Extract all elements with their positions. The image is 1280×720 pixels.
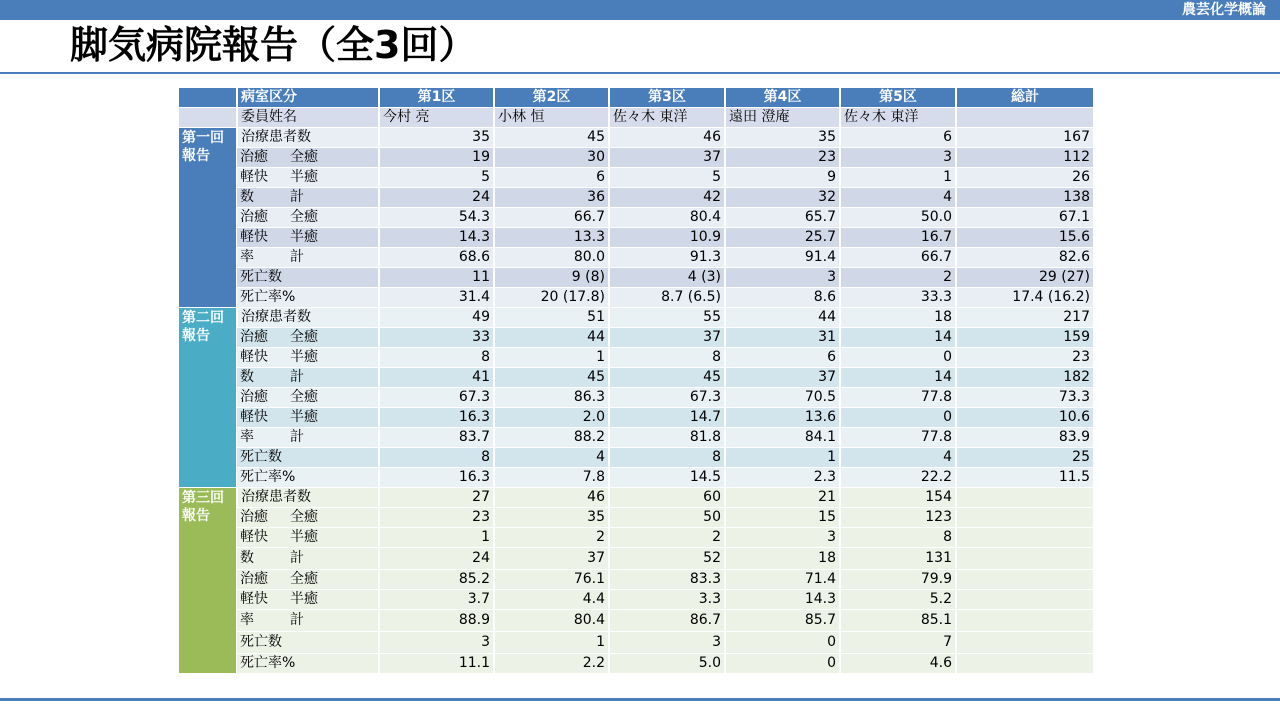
row-label-main: 軽快 — [240, 229, 268, 245]
value-cell: 67.3 — [609, 388, 725, 408]
row-label — [237, 590, 379, 610]
table-row — [179, 468, 1093, 488]
table-row — [179, 128, 1093, 148]
row-label — [237, 528, 379, 548]
bottom-rule — [0, 698, 1280, 701]
value-cell: 1 — [725, 448, 840, 468]
value-cell: 27 — [379, 488, 494, 508]
value-cell: 33.3 — [840, 288, 956, 308]
row-label-sub: 計 — [290, 249, 304, 265]
table-row — [179, 654, 1093, 674]
page-title: 脚気病院報告（全3回） — [70, 23, 477, 67]
row-label — [237, 570, 379, 590]
value-cell: 9 — [725, 168, 840, 188]
row-label-sub: 計 — [290, 369, 304, 385]
row-label-sub: 全癒 — [290, 209, 318, 225]
value-cell: 88.9 — [379, 610, 494, 632]
value-cell: 4 — [494, 448, 609, 468]
value-cell — [956, 590, 1093, 610]
table-row — [179, 308, 1093, 328]
value-cell: 82.6 — [956, 248, 1093, 268]
table-row — [179, 168, 1093, 188]
value-cell: 76.1 — [494, 570, 609, 590]
value-cell: 66.7 — [840, 248, 956, 268]
value-cell: 0 — [840, 408, 956, 428]
committee-member: 小林 恒 — [494, 108, 609, 128]
value-cell: 26 — [956, 168, 1093, 188]
value-cell: 112 — [956, 148, 1093, 168]
row-label — [237, 268, 379, 288]
value-cell: 14.3 — [379, 228, 494, 248]
row-label-sub: 半癒 — [290, 229, 318, 245]
value-cell: 4.4 — [494, 590, 609, 610]
value-cell: 16.3 — [379, 408, 494, 428]
value-cell: 24 — [379, 188, 494, 208]
row-label — [237, 168, 379, 188]
value-cell: 83.7 — [379, 428, 494, 448]
value-cell: 0 — [840, 348, 956, 368]
value-cell: 29 (27) — [956, 268, 1093, 288]
row-label-sub: 計 — [290, 429, 304, 445]
table-row — [179, 248, 1093, 268]
value-cell: 11 — [379, 268, 494, 288]
row-label — [237, 328, 379, 348]
table-row — [179, 610, 1093, 632]
row-label — [237, 428, 379, 448]
row-label-main: 数 — [240, 550, 254, 566]
row-label-main: 数 — [240, 369, 254, 385]
beriberi-report-table — [179, 88, 1093, 674]
value-cell: 44 — [725, 308, 840, 328]
row-label — [237, 408, 379, 428]
value-cell: 51 — [494, 308, 609, 328]
value-cell: 159 — [956, 328, 1093, 348]
value-cell: 60 — [609, 488, 725, 508]
value-cell — [956, 488, 1093, 508]
value-cell: 16.7 — [840, 228, 956, 248]
value-cell: 1 — [840, 168, 956, 188]
value-cell: 5.0 — [609, 654, 725, 674]
value-cell: 10.9 — [609, 228, 725, 248]
value-cell: 66.7 — [494, 208, 609, 228]
value-cell: 14 — [840, 328, 956, 348]
table-row — [179, 570, 1093, 590]
value-cell: 44 — [494, 328, 609, 348]
row-label-sub: 半癒 — [290, 529, 318, 545]
value-cell: 20 (17.8) — [494, 288, 609, 308]
value-cell: 11.5 — [956, 468, 1093, 488]
value-cell: 13.6 — [725, 408, 840, 428]
value-cell: 2.0 — [494, 408, 609, 428]
section-label — [179, 488, 237, 674]
row-label-sub: 全癒 — [290, 149, 318, 165]
corner-cell — [179, 88, 237, 108]
row-label-sub: 全癒 — [290, 571, 318, 587]
value-cell: 91.3 — [609, 248, 725, 268]
row-label-main: 死亡数 — [240, 449, 282, 465]
row-label — [237, 348, 379, 368]
value-cell: 35 — [725, 128, 840, 148]
value-cell: 80.4 — [494, 610, 609, 632]
value-cell: 11.1 — [379, 654, 494, 674]
row-label-main: 治癒 — [240, 149, 268, 165]
committee-label: 委員姓名 — [237, 108, 379, 128]
committee-member: 今村 亮 — [379, 108, 494, 128]
row-label — [237, 632, 379, 654]
value-cell: 80.4 — [609, 208, 725, 228]
value-cell: 25.7 — [725, 228, 840, 248]
row-label — [237, 208, 379, 228]
value-cell: 23 — [956, 348, 1093, 368]
column-header: 第3区 — [609, 88, 725, 108]
value-cell: 3 — [379, 632, 494, 654]
committee-row — [179, 108, 1093, 128]
value-cell: 45 — [494, 368, 609, 388]
value-cell: 167 — [956, 128, 1093, 148]
row-label-main: 軽快 — [240, 529, 268, 545]
value-cell: 85.7 — [725, 610, 840, 632]
value-cell: 83.3 — [609, 570, 725, 590]
value-cell: 123 — [840, 508, 956, 528]
value-cell: 80.0 — [494, 248, 609, 268]
value-cell: 15 — [725, 508, 840, 528]
value-cell: 5.2 — [840, 590, 956, 610]
value-cell — [956, 508, 1093, 528]
table-row — [179, 288, 1093, 308]
value-cell: 41 — [379, 368, 494, 388]
table-row — [179, 388, 1093, 408]
row-label-sub: 全癒 — [290, 509, 318, 525]
value-cell: 138 — [956, 188, 1093, 208]
row-label-main: 治癒 — [240, 209, 268, 225]
committee-corner — [179, 108, 237, 128]
row-label — [237, 228, 379, 248]
row-label-main: 死亡数 — [240, 634, 282, 650]
committee-member: 遠田 澄庵 — [725, 108, 840, 128]
row-label-main: 治療患者数 — [241, 309, 311, 325]
value-cell: 7.8 — [494, 468, 609, 488]
row-label — [237, 148, 379, 168]
row-label-sub: 計 — [290, 189, 304, 205]
row-label-main: 治療患者数 — [241, 489, 311, 505]
column-header: 総計 — [956, 88, 1093, 108]
row-label — [237, 308, 379, 328]
table-row — [179, 348, 1093, 368]
row-label-main: 死亡率% — [240, 655, 296, 671]
value-cell: 37 — [725, 368, 840, 388]
table-row — [179, 328, 1093, 348]
value-cell: 8 — [609, 348, 725, 368]
value-cell: 2 — [494, 528, 609, 548]
column-header: 第2区 — [494, 88, 609, 108]
table-row — [179, 488, 1093, 508]
row-label-main: 死亡率% — [240, 289, 296, 305]
row-label — [237, 388, 379, 408]
value-cell: 2.3 — [725, 468, 840, 488]
value-cell: 17.4 (16.2) — [956, 288, 1093, 308]
value-cell: 79.9 — [840, 570, 956, 590]
row-label-main: 治癒 — [240, 571, 268, 587]
table-body — [179, 88, 1093, 674]
table-row — [179, 408, 1093, 428]
value-cell: 1 — [494, 632, 609, 654]
value-cell: 42 — [609, 188, 725, 208]
value-cell: 14.5 — [609, 468, 725, 488]
value-cell: 31.4 — [379, 288, 494, 308]
value-cell: 6 — [840, 128, 956, 148]
row-label-sub: 半癒 — [290, 349, 318, 365]
value-cell: 18 — [725, 548, 840, 570]
value-cell: 65.7 — [725, 208, 840, 228]
value-cell: 3 — [840, 148, 956, 168]
value-cell: 10.6 — [956, 408, 1093, 428]
row-label-main: 治癒 — [240, 389, 268, 405]
section-label-line: 第三回 — [182, 490, 224, 506]
value-cell: 1 — [379, 528, 494, 548]
row-label — [237, 188, 379, 208]
value-cell: 83.9 — [956, 428, 1093, 448]
value-cell: 46 — [609, 128, 725, 148]
value-cell: 8 — [840, 528, 956, 548]
row-label-main: 死亡数 — [240, 269, 282, 285]
value-cell: 23 — [725, 148, 840, 168]
table-row — [179, 548, 1093, 570]
value-cell: 70.5 — [725, 388, 840, 408]
value-cell — [956, 528, 1093, 548]
row-label-main: 治療患者数 — [241, 129, 311, 145]
value-cell: 54.3 — [379, 208, 494, 228]
course-name: 農芸化学概論 — [1182, 2, 1266, 18]
value-cell: 46 — [494, 488, 609, 508]
row-label-main: 率 — [240, 429, 254, 445]
column-header: 第4区 — [725, 88, 840, 108]
value-cell: 86.7 — [609, 610, 725, 632]
row-label-main: 軽快 — [240, 169, 268, 185]
row-label-main: 率 — [240, 612, 254, 628]
value-cell: 32 — [725, 188, 840, 208]
value-cell: 1 — [494, 348, 609, 368]
value-cell — [956, 654, 1093, 674]
value-cell: 77.8 — [840, 428, 956, 448]
value-cell: 2 — [609, 528, 725, 548]
value-cell: 67.3 — [379, 388, 494, 408]
row-label-sub: 計 — [290, 612, 304, 628]
value-cell: 36 — [494, 188, 609, 208]
value-cell: 55 — [609, 308, 725, 328]
column-header: 第1区 — [379, 88, 494, 108]
value-cell: 22.2 — [840, 468, 956, 488]
value-cell: 52 — [609, 548, 725, 570]
row-label — [237, 610, 379, 632]
section-label-line: 報告 — [182, 328, 210, 344]
value-cell: 217 — [956, 308, 1093, 328]
value-cell: 8 — [609, 448, 725, 468]
value-cell: 35 — [379, 128, 494, 148]
value-cell: 91.4 — [725, 248, 840, 268]
value-cell: 24 — [379, 548, 494, 570]
section-label-line: 第一回 — [182, 130, 224, 146]
header-room-division: 病室区分 — [237, 88, 379, 108]
table-row — [179, 368, 1093, 388]
title-underline — [0, 72, 1280, 74]
committee-member: 佐々木 東洋 — [609, 108, 725, 128]
section-label-line: 報告 — [182, 148, 210, 164]
value-cell: 0 — [725, 654, 840, 674]
value-cell: 37 — [609, 148, 725, 168]
value-cell: 0 — [725, 632, 840, 654]
value-cell: 50 — [609, 508, 725, 528]
row-label-main: 軽快 — [240, 349, 268, 365]
row-label-main: 治癒 — [240, 509, 268, 525]
value-cell: 14.3 — [725, 590, 840, 610]
value-cell: 8.6 — [725, 288, 840, 308]
value-cell: 7 — [840, 632, 956, 654]
row-label — [237, 128, 379, 148]
value-cell: 85.1 — [840, 610, 956, 632]
section-label-line: 報告 — [182, 508, 210, 524]
table-row — [179, 428, 1093, 448]
value-cell: 2.2 — [494, 654, 609, 674]
value-cell: 5 — [609, 168, 725, 188]
column-header-row — [179, 88, 1093, 108]
value-cell: 19 — [379, 148, 494, 168]
value-cell: 49 — [379, 308, 494, 328]
row-label-sub: 半癒 — [290, 591, 318, 607]
row-label — [237, 288, 379, 308]
value-cell: 50.0 — [840, 208, 956, 228]
row-label — [237, 248, 379, 268]
value-cell: 14 — [840, 368, 956, 388]
value-cell: 45 — [494, 128, 609, 148]
value-cell: 23 — [379, 508, 494, 528]
row-label — [237, 368, 379, 388]
value-cell: 2 — [840, 268, 956, 288]
value-cell: 31 — [725, 328, 840, 348]
row-label — [237, 468, 379, 488]
row-label-main: 軽快 — [240, 409, 268, 425]
value-cell: 4.6 — [840, 654, 956, 674]
row-label-sub: 半癒 — [290, 169, 318, 185]
table-row — [179, 148, 1093, 168]
row-label-main: 治癒 — [240, 329, 268, 345]
value-cell: 182 — [956, 368, 1093, 388]
value-cell: 84.1 — [725, 428, 840, 448]
value-cell: 85.2 — [379, 570, 494, 590]
section-label — [179, 308, 237, 488]
value-cell: 8.7 (6.5) — [609, 288, 725, 308]
value-cell: 14.7 — [609, 408, 725, 428]
value-cell: 73.3 — [956, 388, 1093, 408]
value-cell: 8 — [379, 448, 494, 468]
row-label — [237, 488, 379, 508]
table-row — [179, 632, 1093, 654]
value-cell: 15.6 — [956, 228, 1093, 248]
row-label — [237, 654, 379, 674]
value-cell: 30 — [494, 148, 609, 168]
row-label-main: 死亡率% — [240, 469, 296, 485]
value-cell: 5 — [379, 168, 494, 188]
value-cell: 131 — [840, 548, 956, 570]
row-label-main: 率 — [240, 249, 254, 265]
value-cell: 16.3 — [379, 468, 494, 488]
value-cell: 6 — [725, 348, 840, 368]
table-row — [179, 208, 1093, 228]
value-cell: 3 — [725, 268, 840, 288]
row-label-sub: 全癒 — [290, 389, 318, 405]
row-label-main: 軽快 — [240, 591, 268, 607]
value-cell: 3 — [725, 528, 840, 548]
committee-member — [956, 108, 1093, 128]
value-cell — [956, 610, 1093, 632]
section-label — [179, 128, 237, 308]
value-cell: 4 (3) — [609, 268, 725, 288]
section-label-line: 第二回 — [182, 310, 224, 326]
top-bar — [0, 0, 1280, 20]
value-cell — [956, 632, 1093, 654]
committee-member: 佐々木 東洋 — [840, 108, 956, 128]
value-cell: 77.8 — [840, 388, 956, 408]
value-cell: 86.3 — [494, 388, 609, 408]
value-cell: 3.3 — [609, 590, 725, 610]
value-cell: 3 — [609, 632, 725, 654]
table-row — [179, 448, 1093, 468]
value-cell: 9 (8) — [494, 268, 609, 288]
table-row — [179, 268, 1093, 288]
value-cell: 18 — [840, 308, 956, 328]
row-label — [237, 548, 379, 570]
row-label-sub: 計 — [290, 550, 304, 566]
row-label-main: 数 — [240, 189, 254, 205]
value-cell: 37 — [494, 548, 609, 570]
value-cell: 67.1 — [956, 208, 1093, 228]
row-label-sub: 半癒 — [290, 409, 318, 425]
row-label-sub: 全癒 — [290, 329, 318, 345]
value-cell: 88.2 — [494, 428, 609, 448]
value-cell: 21 — [725, 488, 840, 508]
value-cell: 45 — [609, 368, 725, 388]
value-cell: 71.4 — [725, 570, 840, 590]
table-row — [179, 228, 1093, 248]
value-cell: 4 — [840, 448, 956, 468]
value-cell: 13.3 — [494, 228, 609, 248]
value-cell: 68.6 — [379, 248, 494, 268]
value-cell: 25 — [956, 448, 1093, 468]
row-label — [237, 508, 379, 528]
value-cell: 6 — [494, 168, 609, 188]
table-row — [179, 508, 1093, 528]
table-row — [179, 528, 1093, 548]
value-cell: 8 — [379, 348, 494, 368]
row-label — [237, 448, 379, 468]
value-cell: 35 — [494, 508, 609, 528]
value-cell: 33 — [379, 328, 494, 348]
value-cell: 3.7 — [379, 590, 494, 610]
table-row — [179, 188, 1093, 208]
value-cell: 37 — [609, 328, 725, 348]
value-cell: 81.8 — [609, 428, 725, 448]
value-cell: 154 — [840, 488, 956, 508]
value-cell — [956, 548, 1093, 570]
value-cell — [956, 570, 1093, 590]
column-header: 第5区 — [840, 88, 956, 108]
value-cell: 4 — [840, 188, 956, 208]
table-row — [179, 590, 1093, 610]
